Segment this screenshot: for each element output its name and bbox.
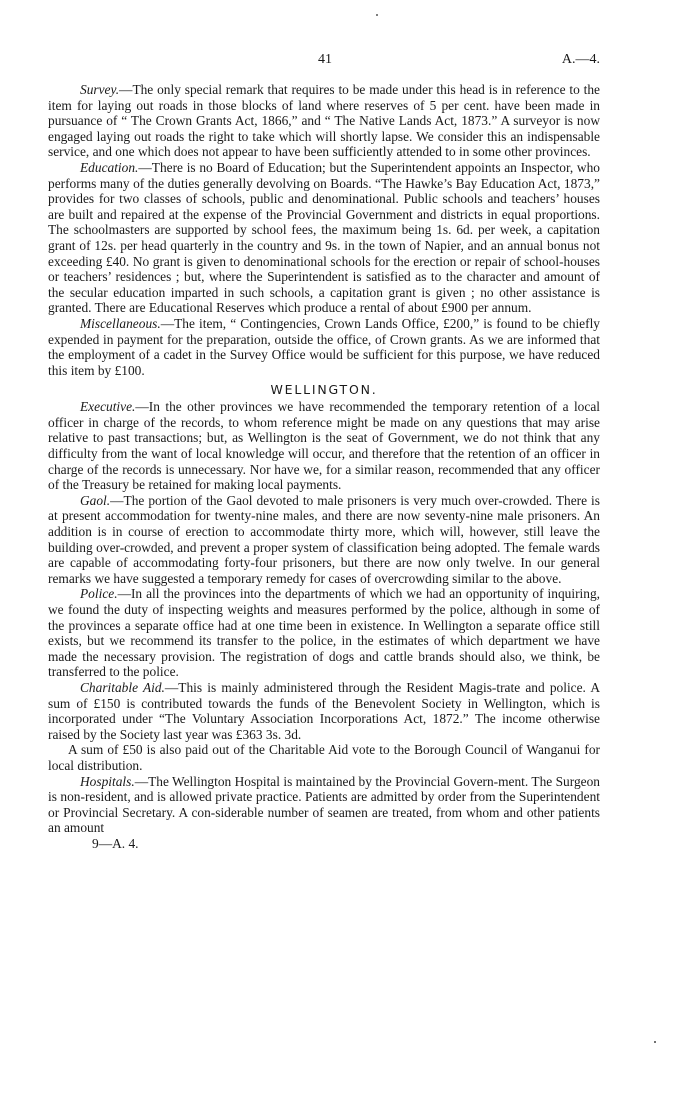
paragraph-heading-charitable-aid: Charitable Aid.	[80, 679, 165, 695]
paragraph-text-survey: —The only special remark that requires to be made under this head is in reference to the item for laying out roads in those blocks of land where reserves of 5 per cent. have been made in pursuance of “ The Crown Grants Act, 1866,” and “ The Native Lands Act, 1873.” A surveyor is now engaged laying out roads the right to take which will shortly lapse. We consider this an indispensable service, and one which does not appear to have been sufficiently attended to in some other provinces.	[48, 82, 600, 160]
paragraph-text-police: —In all the provinces into the departments of which we had an opportunity of inquiring, we found the duty of inspecting weights and measures performed by the police, although in some of the provinces a separate office had at one time been in existence. In Wellington a separate office still exists, but we recommend its transfer to the police, in the estimates of which department we have made the necessary provision. The registration of dogs and cattle brands should also, we think, be transferred to the police.	[48, 586, 600, 680]
paragraph-charitable-aid	[48, 680, 600, 742]
paragraph-charitable-aid-continued	[48, 742, 600, 773]
paragraph-heading-education: Education.	[80, 159, 139, 175]
ink-speck	[376, 14, 378, 16]
paragraph-hospitals	[48, 774, 600, 836]
paragraph-heading-executive: Executive.	[80, 399, 136, 415]
paragraph-education	[48, 160, 600, 316]
paragraph-text-charitable-aid-continued: A sum of £50 is also paid out of the Charitable Aid vote to the Borough Council of Wanganui for local distribution.	[48, 742, 600, 773]
paragraph-text-executive: —In the other provinces we have recommended the temporary retention of a local officer in charge of the records, to whom reference might be made on any questions that may arise relative to past transactions; but, as Wellington is the seat of Government, we do not think that any difficulty from the want of local knowledge will occur, and therefore that the retention of an officer in charge of the records is unnecessary. Nor have we, for a similar reason, recommended that any officer of the Treasury be retained for making local payments.	[48, 399, 600, 493]
printer-signature-mark: 9—A. 4.	[92, 835, 139, 851]
paragraph-heading-miscellaneous: Miscellaneous.	[80, 315, 161, 331]
paragraph-text-charitable-aid: —This is mainly administered through the Resident Magis-trate and police. A sum of £150 is contributed towards the funds of the Benevolent Society in Wellington, which is incorporated under “The Voluntary Association Incorporations Act, 1872.” The income otherwise raised by the Society last year was £363 3s. 3d.	[48, 679, 601, 742]
paragraph-text-hospitals: —The Wellington Hospital is maintained by the Provincial Govern-ment. The Surgeon is non-resident, and is allowed private practice. Patients are admitted by order from the Superintendent or Provincial Secretary. A con-siderable number of seamen are treated, from whom and other patients an amount	[48, 773, 600, 836]
paragraph-miscellaneous	[48, 316, 600, 378]
paragraph-heading-police: Police.	[80, 586, 118, 602]
page-number: 41	[317, 52, 332, 67]
paragraph-heading-hospitals: Hospitals.	[80, 773, 135, 789]
paragraph-text-gaol: —The portion of the Gaol devoted to male prisoners is very much over-crowded. There is at present accommodation for twenty-nine males, and there are now seventy-nine male prisoners. An addition is in course of erection to accommodate thirty more, which will, however, still leave the building over-crowded, and prevent a proper system of classification being adopted. The female wards are capable of accommodating forty-four prisoners, but there are now only twelve. In our general remarks we have suggested a temporary remedy for cases of overcrowding similar to the above.	[48, 492, 600, 586]
paragraph-gaol	[48, 493, 600, 587]
paragraph-text-miscellaneous: —The item, “ Contingencies, Crown Lands Office, £200,” is found to be chiefly expended in payment for the preparation, outside the office, of Crown grants. As we are informed that the employment of a cadet in the Survey Office would be sufficient for this purpose, we have reduced this item by £100.	[48, 315, 600, 378]
page-header	[48, 52, 600, 70]
paragraph-heading-gaol: Gaol.	[80, 492, 111, 508]
paragraph-survey	[48, 82, 600, 160]
paragraph-heading-survey: Survey.	[80, 82, 120, 97]
margin-mark	[654, 1041, 656, 1043]
paragraph-executive	[48, 399, 600, 493]
document-reference: A.—4.	[561, 52, 600, 67]
paragraph-police	[48, 586, 600, 680]
section-title-wellington: WELLINGTON.	[270, 382, 378, 398]
paragraph-text-education: —There is no Board of Education; but the Superintendent appoints an Inspector, who performs many of the duties generally devolving on Boards. “The Hawke’s Bay Education Act, 1873,” provides for two classes of schools, public and denominational. Public schools and teachers’ houses are built and repaired at the expense of the Provincial Government and districts in equal proportions. The schoolmasters are supported by school fees, the maximum being 1s. 6d. per week, a capitation grant of 12s. per head quarterly in the country and 9s. in the town of Napier, and an annual bonus not exceeding £40. No grant is given to denominational schools for the erection or repair of school-houses or teachers’ residences ; but, where the Superintendent is satisfied as to the character and amount of the secular education imparted in such schools, a capitation grant is given ; no other assistance is granted. There are Educational Reserves which produce a rental of about £900 per annum.	[48, 159, 600, 316]
document-page	[48, 52, 600, 852]
